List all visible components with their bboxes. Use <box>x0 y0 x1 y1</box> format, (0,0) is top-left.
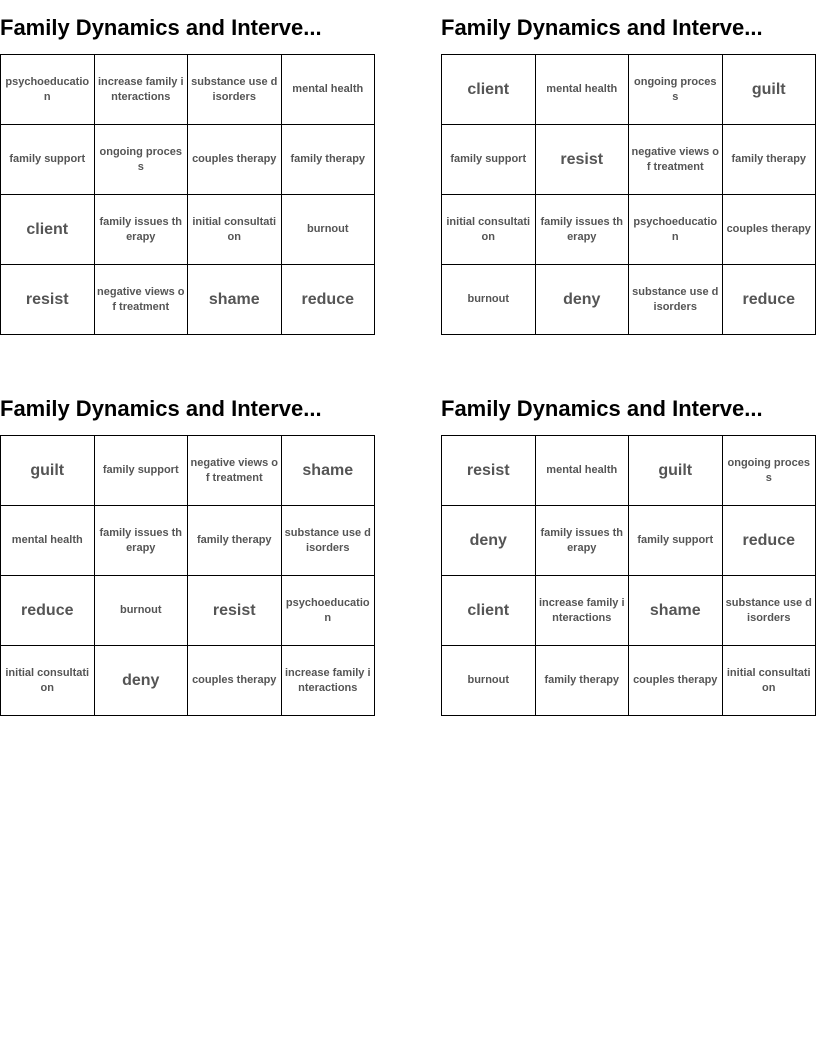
bingo-cell: shame <box>629 576 723 646</box>
bingo-cell: mental health <box>536 436 630 506</box>
card-title: Family Dynamics and Interve... <box>0 15 322 40</box>
bingo-grid <box>0 54 375 335</box>
bingo-grid <box>0 435 375 716</box>
bingo-cell: family issues therapy <box>536 195 630 265</box>
bingo-cell: couples therapy <box>723 195 816 265</box>
bingo-cell: family therapy <box>282 125 376 195</box>
bingo-cell: deny <box>442 506 536 576</box>
bingo-cell: client <box>442 55 536 125</box>
bingo-cell: client <box>442 576 536 646</box>
bingo-cell: guilt <box>723 55 816 125</box>
bingo-cell: burnout <box>282 195 376 265</box>
bingo-cell: resist <box>442 436 536 506</box>
bingo-cell: reduce <box>723 506 816 576</box>
bingo-cell: initial consultation <box>723 646 816 716</box>
bingo-cell: family support <box>95 436 189 506</box>
bingo-cell: ongoing process <box>723 436 816 506</box>
bingo-cell: shame <box>282 436 376 506</box>
bingo-cell: substance use disorders <box>723 576 816 646</box>
card-title: Family Dynamics and Interve... <box>0 396 322 421</box>
bingo-cell: family issues therapy <box>536 506 630 576</box>
bingo-cell: negative views of treatment <box>95 265 189 335</box>
bingo-cell: substance use disorders <box>188 55 282 125</box>
bingo-cell: family support <box>442 125 536 195</box>
bingo-cell: family issues therapy <box>95 506 189 576</box>
card-title: Family Dynamics and Interve... <box>441 15 763 40</box>
bingo-cell: ongoing process <box>629 55 723 125</box>
bingo-cell: negative views of treatment <box>188 436 282 506</box>
bingo-cell: burnout <box>442 646 536 716</box>
bingo-cell: resist <box>536 125 630 195</box>
bingo-cell: reduce <box>282 265 376 335</box>
bingo-cell: guilt <box>1 436 95 506</box>
bingo-cell: burnout <box>442 265 536 335</box>
bingo-cell: deny <box>95 646 189 716</box>
bingo-cell: psychoeducation <box>282 576 376 646</box>
bingo-cell: family support <box>1 125 95 195</box>
bingo-cell: initial consultation <box>442 195 536 265</box>
bingo-cell: couples therapy <box>629 646 723 716</box>
bingo-cell: mental health <box>282 55 376 125</box>
bingo-grid <box>441 54 816 335</box>
bingo-cell: family therapy <box>723 125 816 195</box>
bingo-cell: initial consultation <box>1 646 95 716</box>
bingo-cell: client <box>1 195 95 265</box>
bingo-cell: resist <box>188 576 282 646</box>
bingo-cell: family support <box>629 506 723 576</box>
bingo-cell: psychoeducation <box>629 195 723 265</box>
bingo-cell: family therapy <box>536 646 630 716</box>
bingo-cell: increase family interactions <box>282 646 376 716</box>
bingo-cell: family issues therapy <box>95 195 189 265</box>
bingo-cell: family therapy <box>188 506 282 576</box>
bingo-cell: resist <box>1 265 95 335</box>
bingo-cell: increase family interactions <box>95 55 189 125</box>
bingo-cell: reduce <box>1 576 95 646</box>
bingo-cell: couples therapy <box>188 646 282 716</box>
bingo-cell: mental health <box>536 55 630 125</box>
bingo-cell: psychoeducation <box>1 55 95 125</box>
bingo-cell: guilt <box>629 436 723 506</box>
bingo-cell: initial consultation <box>188 195 282 265</box>
bingo-cell: negative views of treatment <box>629 125 723 195</box>
bingo-cell: couples therapy <box>188 125 282 195</box>
bingo-cell: substance use disorders <box>282 506 376 576</box>
bingo-cell: mental health <box>1 506 95 576</box>
card-title: Family Dynamics and Interve... <box>441 396 763 421</box>
bingo-cell: burnout <box>95 576 189 646</box>
bingo-grid <box>441 435 816 716</box>
bingo-cell: deny <box>536 265 630 335</box>
bingo-cell: reduce <box>723 265 816 335</box>
bingo-cell: increase family interactions <box>536 576 630 646</box>
bingo-cell: shame <box>188 265 282 335</box>
bingo-cell: substance use disorders <box>629 265 723 335</box>
bingo-cell: ongoing process <box>95 125 189 195</box>
